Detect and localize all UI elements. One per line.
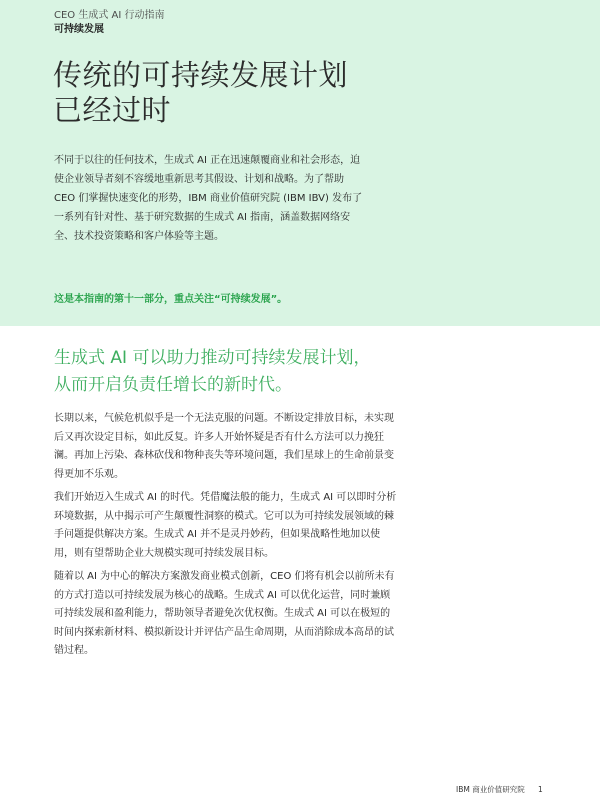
section-subheading (54, 345, 544, 399)
footer-org-name: IBM 商业价值研究院 (456, 785, 525, 794)
page-title-line-2: 已经过时 (53, 93, 172, 127)
intro-paragraph: 不同于以往的任何技术，生成式 AI 正在迅速颠覆商业和社会形态，迫使企业领导者刻不容缓地重新思考其假设、计划和战略。为了帮助 CEO 们掌握快速变化的形势，IBM 商业价值研究院 (IBM IBV) 发布了一系列有针对性、基于研究数据的生成式 AI 指南，涵盖数据网络安全、技术投资策略和客户体验等主题。 (54, 155, 363, 242)
body-paragraph-1: 长期以来，气候危机似乎是一个无法克服的问题。不断设定排放目标，未实现后又再次设定目标，如此反复。许多人开始怀疑是否有什么方法可以力挽狂澜。再加上污染、森林砍伐和物种丧失等环境问题，我们星球上的生命前景变得更加不乐观。 (54, 413, 394, 480)
series-label: CEO 生成式 AI 行动指南 (54, 10, 165, 21)
subheading-line-2: 从而开启负责任增长的新时代。 (54, 375, 292, 395)
page-title-line-1: 传统的可持续发展计划 (53, 58, 349, 92)
page-title (53, 58, 553, 128)
page-number: 1 (538, 785, 543, 794)
body-paragraph-3: 随着以 AI 为中心的解决方案激发商业模式创新，CEO 们将有机会以前所未有的方式打造以可持续发展为核心的战略。生成式 AI 可以优化运营，同时兼顾可持续发展和盈利能力，帮助领导者避免次优权衡。生成式 AI 可以在极短的时间内探索新材料、模拟新设计并评估产品生命周期，从而消除成本高昂的试错过程。 (54, 571, 395, 657)
section-label: 可持续发展 (54, 24, 104, 35)
body-paragraph-2: 我们开始迈入生成式 AI 的时代。凭借魔法般的能力，生成式 AI 可以即时分析环境数据，从中揭示可产生颠覆性洞察的模式。它可以为可持续发展领域的棘手问题提供解决方案。生成式 AI 并不是灵丹妙药，但如果战略性地加以使用，则有望帮助企业大规模实现可持续发展目标。 (54, 492, 397, 559)
subheading-line-1: 生成式 AI 可以助力推动可持续发展计划， (54, 348, 371, 368)
highlight-note: 这是本指南的第十一部分，重点关注“可持续发展”。 (54, 294, 288, 305)
